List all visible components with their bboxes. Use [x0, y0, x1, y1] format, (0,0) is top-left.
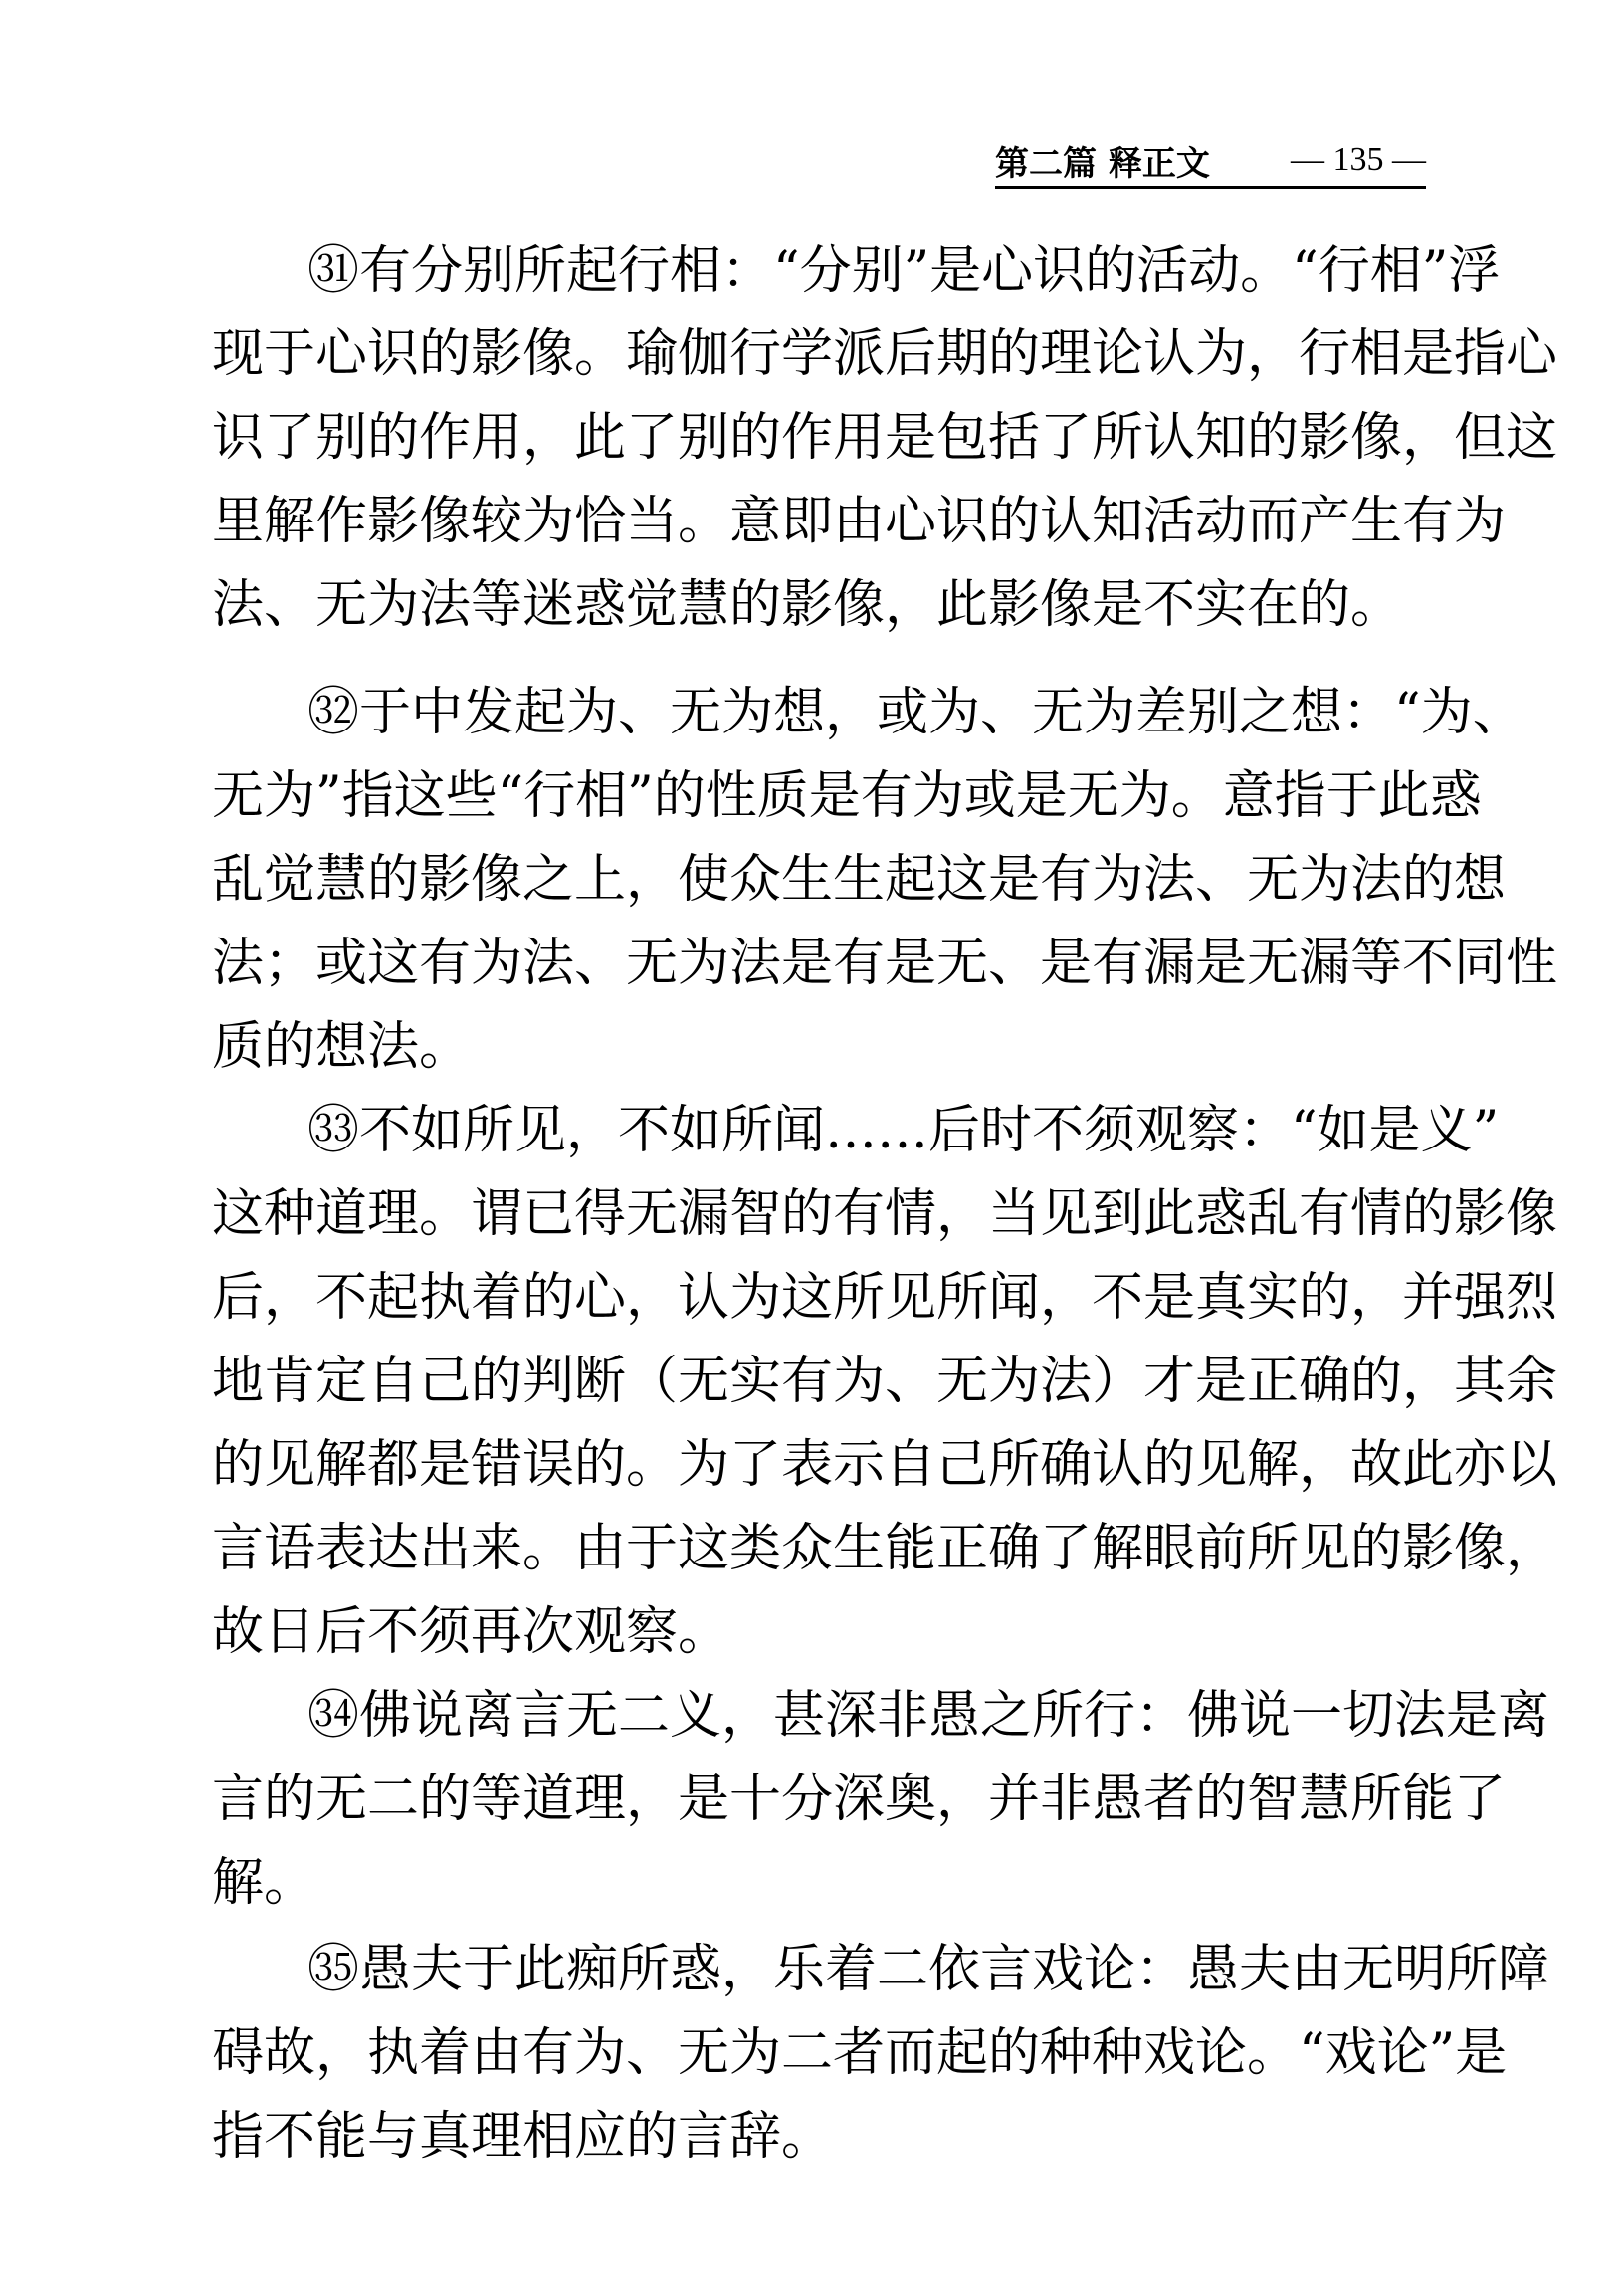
text-line: 现于心识的影像。瑜伽行学派后期的理论认为，行相是指心 [212, 324, 1558, 384]
text-line: ㉛有分别所起行相：“分别”是心识的活动。“行相”浮 [307, 241, 1501, 301]
text-line: 的见解都是错误的。为了表示自己所确认的见解，故此亦以 [212, 1435, 1558, 1495]
note-34 [212, 1674, 1550, 1925]
text-line: 地肯定自己的判断（无实有为、无为法）才是正确的，其余 [212, 1352, 1558, 1411]
text-line: ㉞佛说离言无二义，甚深非愚之所行：佛说一切法是离 [307, 1686, 1550, 1746]
text-line: 后，不起执着的心，认为这所见所闻，不是真实的，并强烈 [212, 1268, 1558, 1328]
text-line: 识了别的作用，此了别的作用是包括了所认知的影像，但这 [212, 408, 1558, 468]
note-33 [212, 1089, 1558, 1674]
text-line: 法；或这有为法、无为法是有是无、是有漏是无漏等不同性 [212, 934, 1558, 993]
text-line: 故日后不须再次观察。 [212, 1602, 730, 1662]
text-line: 质的想法。 [212, 1017, 472, 1077]
text-line: 里解作影像较为恰当。意即由心识的认知活动而产生有为 [212, 492, 1507, 551]
text-line: 言语表达出来。由于这类众生能正确了解眼前所见的影像， [212, 1519, 1558, 1578]
note-32 [212, 671, 1558, 1089]
text-line: 言的无二的等道理，是十分深奥，并非愚者的智慧所能了 [212, 1770, 1507, 1829]
text-line: 法、无为法等迷惑觉慧的影像，此影像是不实在的。 [212, 575, 1403, 635]
text-line: ㉜于中发起为、无为想，或为、无为差别之想：“为、 [307, 683, 1524, 742]
running-header [995, 134, 1426, 189]
text-line: 解。 [212, 1853, 316, 1913]
text-line: 乱觉慧的影像之上，使众生生起这是有为法、无为法的想 [212, 850, 1507, 910]
text-line: 无为”指这些“行相”的性质是有为或是无为。意指于此惑 [212, 766, 1482, 826]
text-line: ㉝不如所见，不如所闻……后时不须观察：“如是义” [307, 1101, 1500, 1160]
section-title: 第二篇 释正文 [995, 143, 1210, 184]
text-line: 指不能与真理相应的言辞。 [212, 2107, 834, 2167]
text-line: ㉟愚夫于此痴所惑，乐着二依言戏论：愚夫由无明所障 [307, 1940, 1550, 1999]
page-number: — 135 — [1291, 141, 1426, 178]
text-line: 碍故，执着由有为、无为二者而起的种种戏论。“戏论”是 [212, 2023, 1508, 2083]
note-35 [212, 1928, 1550, 2179]
note-31 [212, 229, 1558, 647]
text-line: 这种道理。谓已得无漏智的有情，当见到此惑乱有情的影像 [212, 1184, 1558, 1244]
